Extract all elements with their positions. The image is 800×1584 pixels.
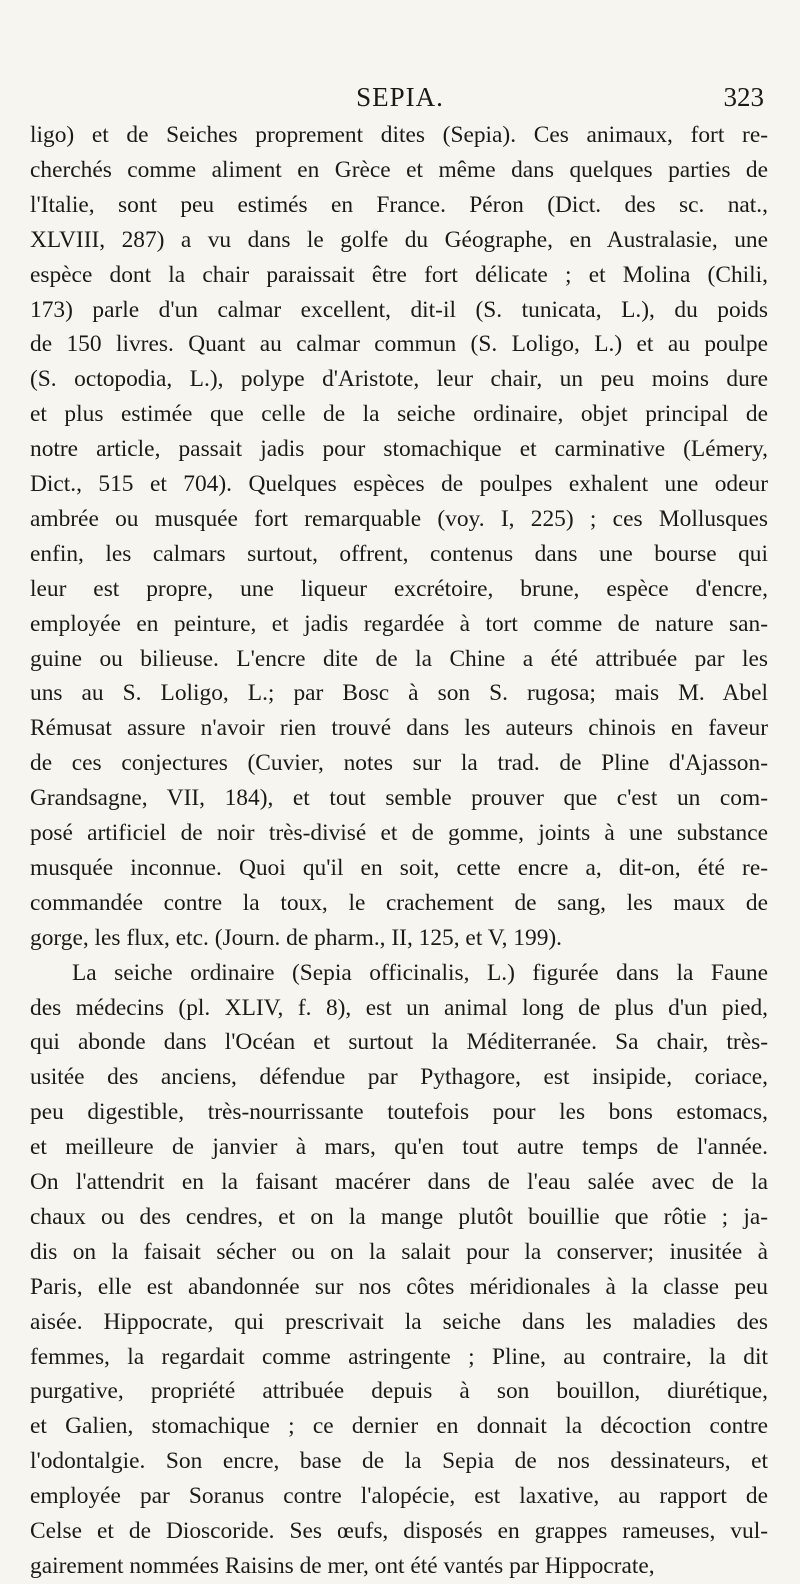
text-line: ambrée ou musquée fort remarquable (voy. I, 225) ; ces Mollusques xyxy=(30,505,768,532)
text-line: ligo) et de Seiches proprement dites (Sepia). Ces animaux, fort re- xyxy=(30,122,768,148)
text-line: et Galien, stomachique ; ce dernier en donnait la décoction contre xyxy=(30,1413,768,1440)
text-line: Rémusat assure n'avoir rien trouvé dans les auteurs chinois en faveur xyxy=(30,715,768,742)
text-line: enfin, les calmars surtout, offrent, contenus dans une bourse qui xyxy=(30,540,768,567)
text-line: gairement nommées Raisins de mer, ont été vantés par Hippocrate, xyxy=(30,1552,655,1579)
text-line: de ces conjectures (Cuvier, notes sur la trad. de Pline d'Ajasson- xyxy=(30,750,768,777)
text-line: de 150 livres. Quant au calmar commun (S. Loligo, L.) et au poulpe xyxy=(30,331,768,358)
page-header xyxy=(0,78,800,118)
text-line: XLVIII, 287) a vu dans le golfe du Géographe, en Australasie, une xyxy=(30,226,768,253)
text-line: peu digestible, très-nourrissante toutefois pour les bons estomacs, xyxy=(30,1099,768,1126)
text-line: dis on la faisait sécher ou on la salait pour la conserver; inusitée à xyxy=(30,1238,768,1265)
text-line: l'Italie, sont peu estimés en France. Péron (Dict. des sc. nat., xyxy=(30,191,768,218)
text-line: leur est propre, une liqueur excrétoire, brune, espèce d'encre, xyxy=(30,575,768,602)
text-line: commandée contre la toux, le crachement de sang, les maux de xyxy=(30,889,768,916)
text-line: musquée inconnue. Quoi qu'il en soit, cette encre a, dit-on, été re- xyxy=(30,854,768,881)
page-number: 323 xyxy=(723,82,764,112)
text-line: Paris, elle est abandonnée sur nos côtes méridionales à la classe peu xyxy=(30,1273,768,1300)
text-line: Grandsagne, VII, 184), et tout semble prouver que c'est un com- xyxy=(30,785,768,812)
text-line: guine ou bilieuse. L'encre dite de la Chine a été attribuée par les xyxy=(30,645,768,672)
running-title: SEPIA. xyxy=(356,82,444,112)
text-line: espèce dont la chair paraissait être fort délicate ; et Molina (Chili, xyxy=(30,261,768,288)
text-line: posé artificiel de noir très-divisé et de gomme, joints à une substance xyxy=(30,820,768,846)
text-line: On l'attendrit en la faisant macérer dans de l'eau salée avec de la xyxy=(30,1169,768,1195)
text-line: (S. octopodia, L.), polype d'Aristote, leur chair, un peu moins dure xyxy=(30,366,768,393)
text-line: cherchés comme aliment en Grèce et même dans quelques parties de xyxy=(30,156,768,183)
text-line: 173) parle d'un calmar excellent, dit-il (S. tunicata, L.), du poids xyxy=(30,296,768,323)
text-line: et meilleure de janvier à mars, qu'en tout autre temps de l'année. xyxy=(30,1134,768,1161)
text-line: Dict., 515 et 704). Quelques espèces de poulpes exhalent une odeur xyxy=(30,471,768,497)
text-line: des médecins (pl. XLIV, f. 8), est un animal long de plus d'un pied, xyxy=(30,994,768,1021)
text-line: uns au S. Loligo, L.; par Bosc à son S. rugosa; mais M. Abel xyxy=(30,680,768,707)
text-line: gorge, les flux, etc. (Journ. de pharm., II, 125, et V, 199). xyxy=(30,924,563,951)
text-line: et plus estimée que celle de la seiche ordinaire, objet principal de xyxy=(30,401,768,428)
text-line: purgative, propriété attribuée depuis à son bouillon, diurétique, xyxy=(30,1378,768,1405)
text-line: employée par Soranus contre l'alopécie, est laxative, au rapport de xyxy=(30,1483,768,1510)
text-line: qui abonde dans l'Océan et surtout la Méditerranée. Sa chair, très- xyxy=(30,1029,768,1056)
text-line: femmes, la regardait comme astringente ; Pline, au contraire, la dit xyxy=(30,1343,768,1370)
text-line: chaux ou des cendres, et on la mange plutôt bouillie que rôtie ; ja- xyxy=(30,1203,768,1230)
text-line: aisée. Hippocrate, qui prescrivait la seiche dans les maladies des xyxy=(30,1308,768,1335)
text-line: employée en peinture, et jadis regardée à tort comme de nature san- xyxy=(30,610,768,637)
text-line: notre article, passait jadis pour stomachique et carminative (Lémery, xyxy=(30,436,768,463)
text-line: l'odontalgie. Son encre, base de la Sepia de nos dessinateurs, et xyxy=(30,1448,768,1475)
text-line: usitée des anciens, défendue par Pythagore, est insipide, coriace, xyxy=(30,1064,768,1091)
text-line: Celse et de Dioscoride. Ses œufs, disposés en grappes rameuses, vul- xyxy=(30,1518,768,1544)
text-line: La seiche ordinaire (Sepia officinalis, L.) figurée dans la Faune xyxy=(72,959,768,986)
